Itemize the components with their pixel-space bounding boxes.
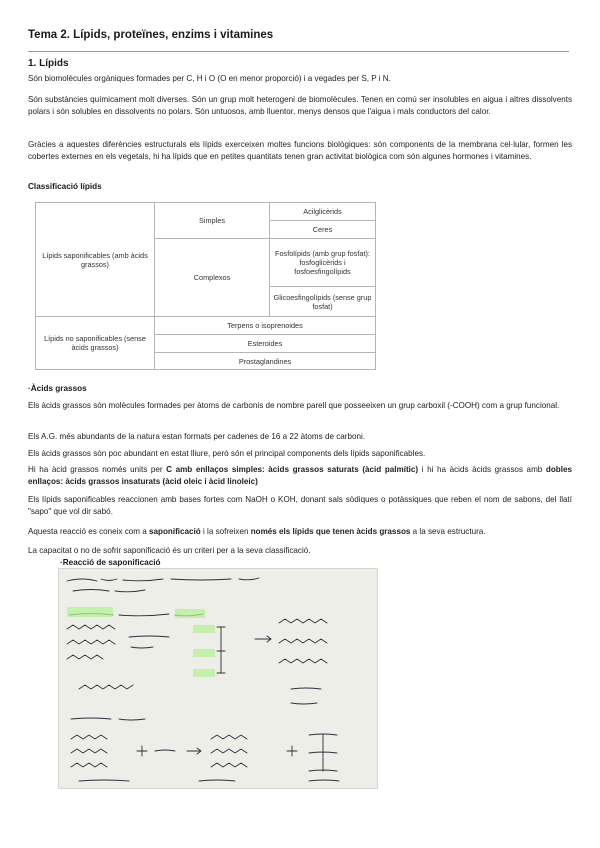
paragraph-composition: Són biomolècules orgàniques formades per C, H i O (O en menor proporció) i a vegades per S, P i N. bbox=[28, 74, 391, 83]
classification-table bbox=[35, 202, 376, 370]
paragraph-properties: Són substàncies químicament molt diverses. Són un grup molt heterogeni de biomolècules. Tenen en comú ser insolubles en aigua i altres dissolvents polars i són solubles en dissolvents no polars. Són untuosos, amb lluentor, menys densos que l'aigua i mals conductors del calor. bbox=[28, 95, 572, 117]
reaction-heading: ·Reacció de saponificació bbox=[60, 558, 161, 567]
paragraph-fatty-acids-abundance: Els àcids grassos són poc abundant en estat lliure, però són el principal components dels lípids saponificables. bbox=[28, 449, 426, 458]
cell-complexos: Complexos bbox=[155, 239, 270, 317]
cell-ceres: Ceres bbox=[270, 221, 376, 239]
paragraph-saturation: Hi ha àcid grassos només units per C amb enllaços simples: àcids grassos saturats (àcid palmític) i hi ha àcids àcids grassos amb dobles enllaços: àcids grassos insaturats (àcid oleic i àcid linoleic) bbox=[28, 465, 573, 487]
paragraph-saponification: Aquesta reacció es coneix com a saponificació i la sofreixen només els lípids que tenen àcids grassos a la seva estructura. bbox=[28, 527, 486, 536]
cell-prostaglandines: Prostaglandines bbox=[155, 353, 376, 370]
paragraph-fatty-acids-chain: Els A.G. més abundants de la natura estan formats per cadenes de 16 a 22 àtoms de carboni. bbox=[28, 432, 365, 441]
paragraph-functions: Gràcies a aquestes diferències estructurals els lípids exerceixen moltes funcions biològiques: són components de la membrana cel·lular, formen les cobertes externes en els vegetals, hi ha lípids que en petites quantitats tenen gran activitat biològica com són algunes hormones i vitamines. bbox=[28, 140, 572, 162]
cell-fosfolipids: Fosfolípids (amb grup fosfat): fosfoglicèrids i fosfoesfingolípids bbox=[270, 239, 376, 287]
fatty-acids-heading: ·Àcids grassos bbox=[28, 384, 87, 393]
classification-heading: Classificació lípids bbox=[28, 182, 102, 191]
cell-no-saponificables: Lípids no saponificables (sense àcids grassos) bbox=[36, 317, 155, 370]
paragraph-criterion: La capacitat o no de sofrir saponificació és un criteri per a la seva classificació. bbox=[28, 546, 311, 555]
cell-glicoesfingolipids: Glicoesfingolípids (sense grup fosfat) bbox=[270, 287, 376, 317]
paragraph-soaps: Els lípids saponificables reaccionen amb bases fortes com NaOH o KOH, donant sals sòdiques o potàssiques que reben el nom de sabons, del llatí "sapo" que vol dir sabó. bbox=[28, 495, 572, 517]
handwritten-notes-image bbox=[58, 568, 378, 789]
saponification-sketch-icon bbox=[59, 569, 377, 788]
section-heading-lipids: 1. Lípids bbox=[28, 58, 69, 69]
cell-simples: Simples bbox=[155, 203, 270, 239]
page-title: Tema 2. Lípids, proteïnes, enzims i vitamines bbox=[28, 29, 274, 41]
title-divider bbox=[28, 51, 569, 52]
cell-acilglicerids: Acilglicèrids bbox=[270, 203, 376, 221]
cell-saponificables: Lípids saponificables (amb àcids grassos) bbox=[36, 203, 155, 317]
cell-esteroides: Esteroides bbox=[155, 335, 376, 353]
cell-terpens: Terpens o isoprenoides bbox=[155, 317, 376, 335]
paragraph-fatty-acids-def: Els àcids grassos són molècules formades per àtoms de carbonis de nombre parell que posseeixen un grup carboxil (-COOH) com a grup funcional. bbox=[28, 401, 560, 410]
